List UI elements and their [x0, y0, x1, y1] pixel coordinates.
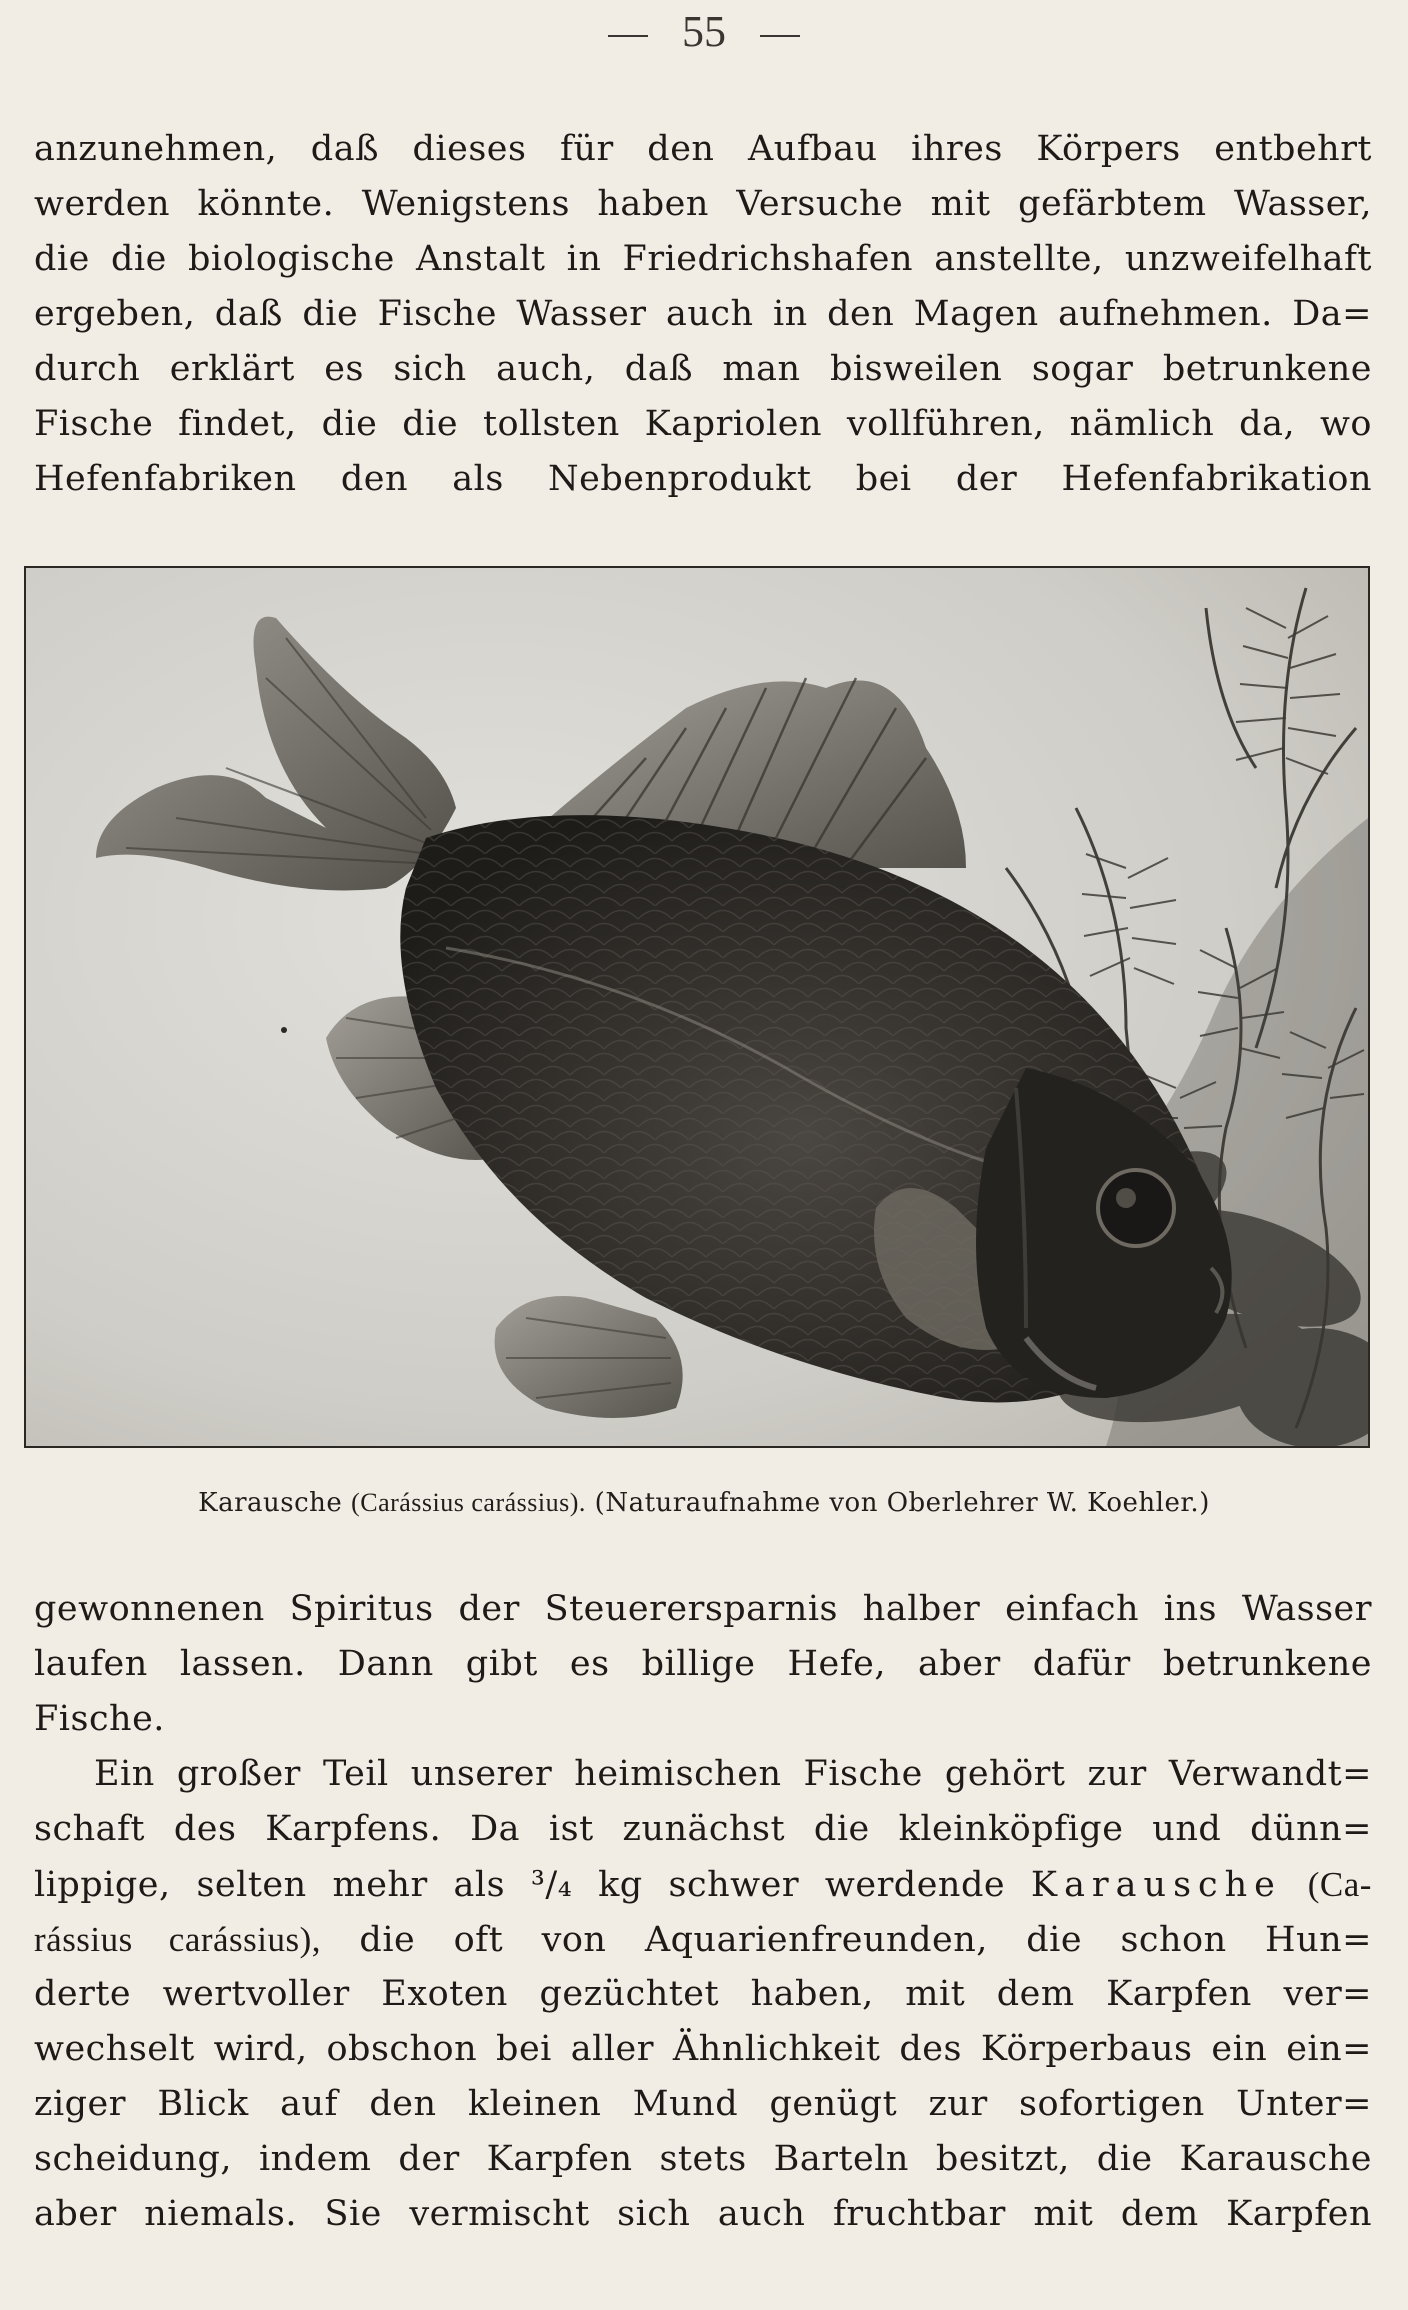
text-line: Fische.	[34, 1699, 165, 1739]
paragraph-top	[34, 122, 1372, 507]
text-line: die die biologische Anstalt in Friedrichshafen anstellte, unzweifelhaft	[34, 239, 1372, 279]
emphasized-species-name: Karausche	[1030, 1865, 1282, 1905]
paragraph-two	[34, 1747, 1372, 2242]
fish-eye	[1098, 1170, 1174, 1246]
text-line: Fische findet, die die tollsten Kapriolen vollführen, nämlich da, wo	[34, 404, 1372, 444]
text-line: ziger Blick auf den kleinen Mund genügt zur sofortigen Unter=	[34, 2084, 1372, 2124]
text-line: derte wertvoller Exoten gezüchtet haben, mit dem Karpfen ver=	[34, 1974, 1372, 2014]
page-number-header	[0, 6, 1408, 57]
text-line: scheidung, indem der Karpfen stets Barteln besitzt, die Karausche	[34, 2139, 1372, 2179]
figure-caption	[0, 1488, 1408, 1518]
fish-photo-illustration	[26, 568, 1368, 1446]
crucian-carp-photo	[24, 566, 1370, 1448]
text-line: durch erklärt es sich auch, daß man bisweilen sogar betrunkene	[34, 349, 1372, 389]
paragraph-continued	[34, 1582, 1372, 1747]
text-line-latin	[34, 1912, 1372, 1967]
caption-photo-credit: (Naturaufnahme von Oberlehrer W. Koehler.)	[594, 1488, 1210, 1518]
text-line: anzunehmen, daß dieses für den Aufbau ihres Körpers entbehrt	[34, 129, 1372, 169]
latin-species-name: rássius carássius),	[34, 1920, 322, 1959]
text-line: werden könnte. Wenigstens haben Versuche mit gefärbtem Wasser,	[34, 184, 1372, 224]
header-dash-left	[608, 35, 648, 37]
text-line: aber niemals. Sie vermischt sich auch fruchtbar mit dem Karpfen	[34, 2194, 1372, 2234]
page-number: 55	[682, 7, 726, 56]
text-line: ergeben, daß die Fische Wasser auch in den Magen aufnehmen. Da=	[34, 294, 1372, 334]
text-segment: lippige, selten mehr als	[34, 1865, 506, 1905]
caption-latin-name: (Carássius carássius).	[351, 1488, 586, 1517]
text-segment: die oft von Aquarienfreunden, die schon Hun=	[359, 1920, 1372, 1960]
text-line: Hefenfabriken den als Nebenprodukt bei der Hefenfabrikation	[34, 459, 1372, 499]
text-segment: kg schwer werdende	[598, 1865, 1006, 1905]
text-line: gewonnenen Spiritus der Steuerersparnis halber einfach ins Wasser	[34, 1589, 1372, 1629]
text-segment: (Ca-	[1307, 1865, 1372, 1904]
text-line-karausche	[34, 1857, 1372, 1912]
text-line: schaft des Karpfens. Da ist zunächst die kleinköpfige und dünn=	[34, 1809, 1372, 1849]
caption-common-name: Karausche	[198, 1488, 343, 1518]
fraction: ³/₄	[530, 1865, 573, 1905]
text-line: Ein großer Teil unserer heimischen Fische gehört zur Verwandt=	[94, 1754, 1372, 1794]
text-line: laufen lassen. Dann gibt es billige Hefe, aber dafür betrunkene	[34, 1644, 1372, 1684]
header-dash-right	[760, 35, 800, 37]
text-line: wechselt wird, obschon bei aller Ähnlichkeit des Körperbaus ein ein=	[34, 2029, 1372, 2069]
